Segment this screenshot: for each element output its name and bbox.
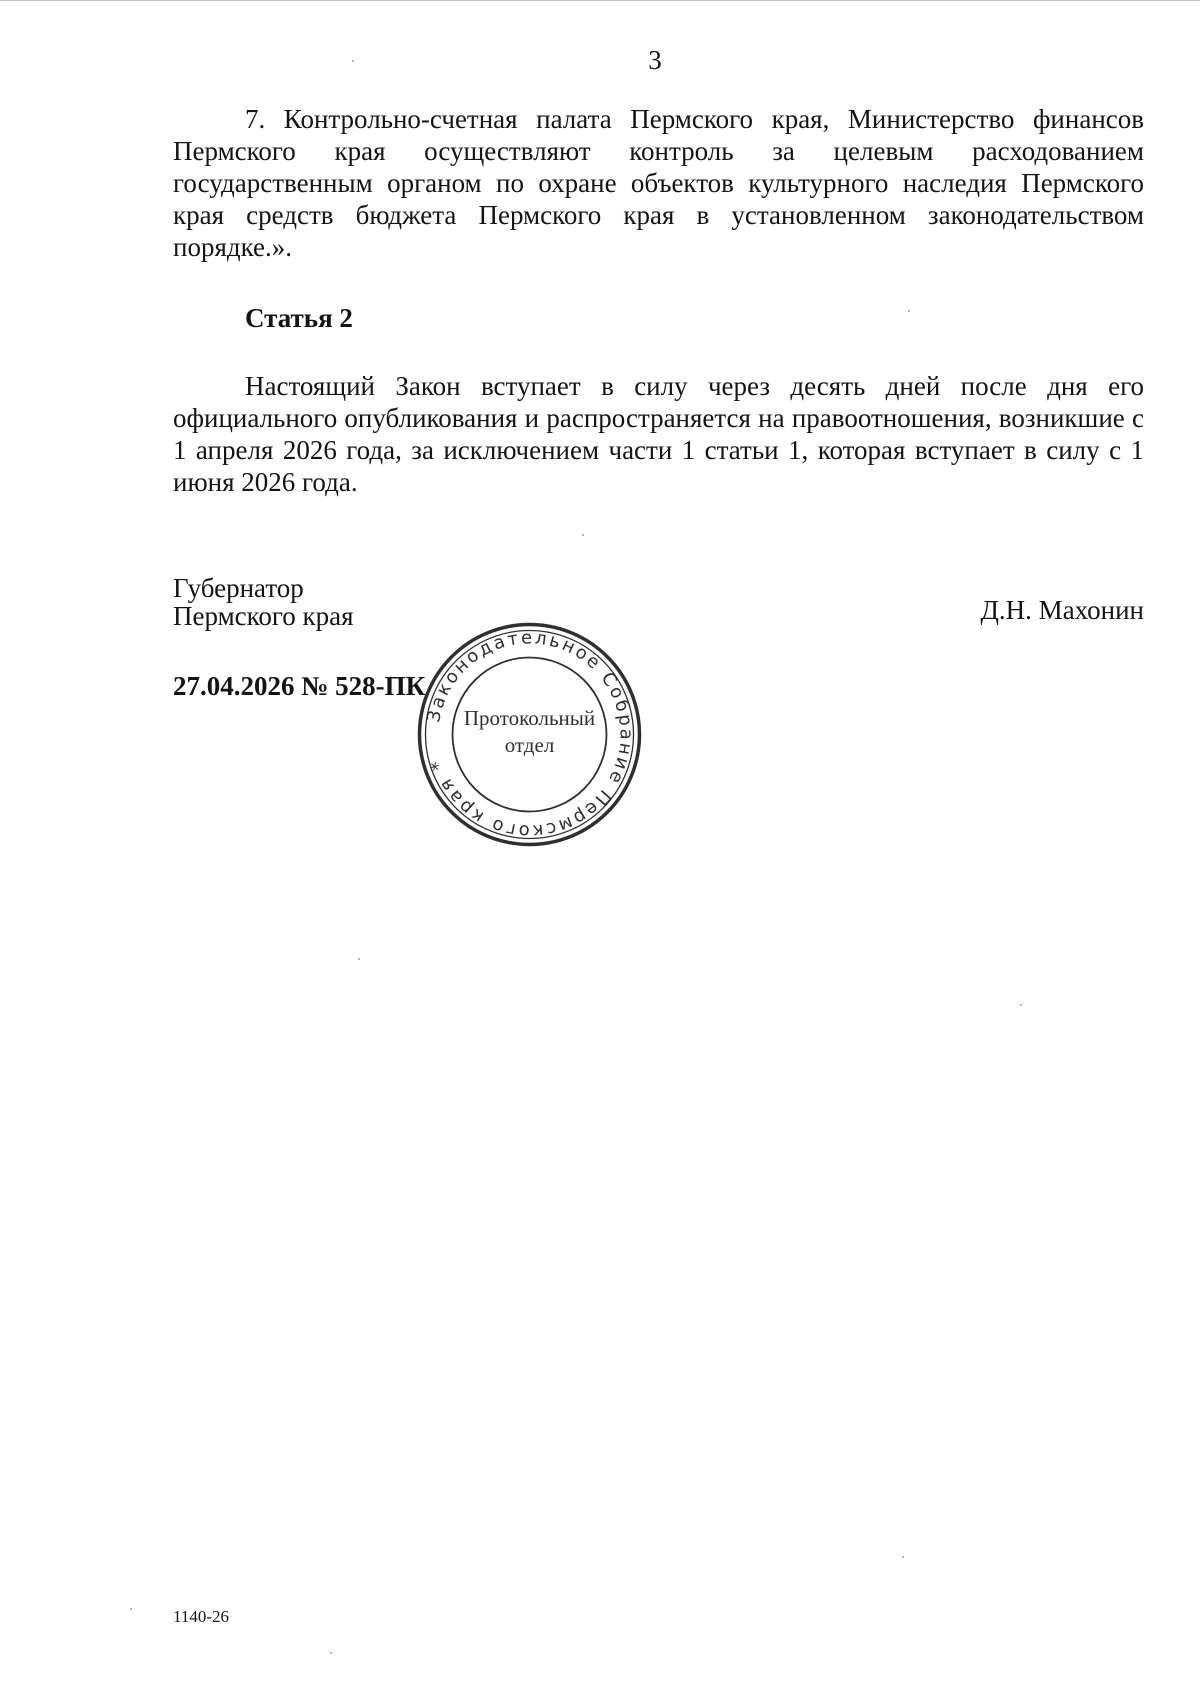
paragraph-7: 7. Контрольно-счетная палата Пермского края, Министерство финансов Пермского края осуществляют контроль за целевым расходованием государственным органом по охране объектов культурного наследия Пермского края средств бюджета Пермского края в установленном законодательством порядке.». [173, 104, 1144, 262]
scan-speck [582, 534, 584, 536]
document-code: 1140-26 [173, 1607, 230, 1626]
scan-speck [1020, 1004, 1022, 1006]
article-2-text: Настоящий Закон вступает в силу через десять дней после дня его официального опубликования и распространяется на правоотношения, возникшие с 1 апреля 2026 года, за исключением части 1 статьи 1, которая вступает в силу с 1 июня 2026 года. [173, 371, 1144, 497]
signature-position [173, 574, 354, 630]
signature-position-line-2: Пермского края [173, 601, 354, 631]
scan-speck [330, 1652, 332, 1654]
signer-name: Д.Н. Махонин [980, 595, 1144, 625]
law-date-number: 27.04.2026 № 528-ПК [173, 671, 426, 701]
scan-speck [358, 958, 360, 960]
stamp-center-line-2: отдел [504, 733, 555, 757]
page-top-edge [0, 0, 1200, 1]
scan-speck [352, 60, 354, 62]
official-stamp [417, 622, 642, 847]
scan-speck [130, 1608, 132, 1610]
scan-speck [902, 1556, 904, 1558]
signature-position-line-1: Губернатор [173, 573, 304, 603]
stamp-center-line-1: Протокольный [463, 706, 596, 730]
article-heading: Статья 2 [245, 303, 353, 333]
scan-speck [908, 310, 910, 312]
page-number: 3 [648, 45, 662, 75]
stamp-ring-text: Законодательное Собрание Пермского края * [423, 627, 637, 842]
